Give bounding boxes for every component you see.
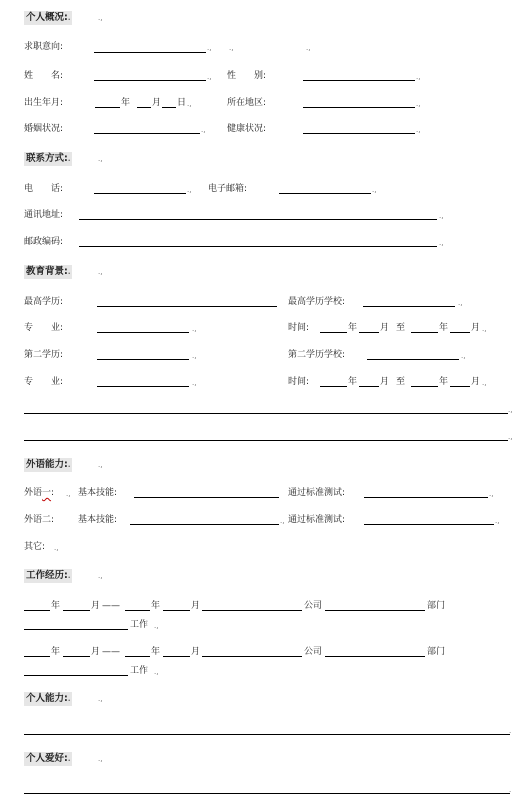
para-mark: ., bbox=[66, 490, 71, 498]
second-time-start-month-field[interactable] bbox=[359, 386, 379, 387]
education-extra-line[interactable] bbox=[24, 440, 508, 441]
second-school-label: 第二学历学校: bbox=[288, 350, 346, 360]
lang2-test-field[interactable] bbox=[364, 524, 494, 525]
postcode-field[interactable] bbox=[79, 246, 437, 247]
work2-end-month-field[interactable] bbox=[163, 656, 190, 657]
para-mark: ., bbox=[482, 325, 487, 333]
year-text: 年 bbox=[348, 323, 358, 333]
time-end-year-field[interactable] bbox=[411, 332, 438, 333]
company-text: 公司 bbox=[304, 601, 323, 611]
para-mark: ., bbox=[416, 73, 421, 81]
para-mark: . bbox=[509, 786, 512, 794]
month-text: 月 bbox=[471, 377, 481, 387]
year-text: 年 bbox=[348, 377, 358, 387]
month-text: 月 bbox=[91, 647, 101, 657]
section-heading-work: 工作经历:. bbox=[26, 570, 71, 581]
time-end-month-field[interactable] bbox=[450, 332, 470, 333]
location-field[interactable] bbox=[303, 107, 415, 108]
year-text: 年 bbox=[151, 647, 161, 657]
second-time-label: 时间: bbox=[288, 377, 310, 387]
para-mark: ., bbox=[482, 379, 487, 387]
para-mark: ., bbox=[192, 379, 197, 387]
second-time-start-year-field[interactable] bbox=[320, 386, 347, 387]
objective-label: 求职意向: bbox=[24, 42, 64, 52]
para-mark: ., bbox=[416, 100, 421, 108]
birth-day-field[interactable] bbox=[162, 107, 176, 108]
hobby-field[interactable] bbox=[24, 793, 510, 794]
lang1-label: 外语一: bbox=[24, 488, 55, 498]
major-label: 专 业: bbox=[24, 323, 64, 333]
health-label: 健康状况: bbox=[227, 124, 267, 134]
work1-company-field[interactable] bbox=[202, 610, 302, 611]
section-heading-personal: 个人概况:. bbox=[26, 12, 71, 23]
work2-start-year-field[interactable] bbox=[24, 656, 50, 657]
phone-label: 电 话: bbox=[24, 184, 64, 194]
address-field[interactable] bbox=[79, 219, 437, 220]
objective-field[interactable] bbox=[94, 52, 206, 53]
month-text: 月 bbox=[152, 98, 162, 108]
para-mark: ., bbox=[439, 239, 444, 247]
para-mark: ., bbox=[508, 406, 513, 414]
second-school-field[interactable] bbox=[367, 359, 459, 360]
para-mark: ., bbox=[207, 73, 212, 81]
section-heading-education: 教育背景:. bbox=[26, 266, 71, 277]
degree-field[interactable] bbox=[97, 306, 277, 307]
para-mark: . bbox=[509, 727, 512, 735]
work2-start-month-field[interactable] bbox=[63, 656, 90, 657]
work1-end-month-field[interactable] bbox=[163, 610, 190, 611]
time-start-year-field[interactable] bbox=[320, 332, 347, 333]
lang2-test-label: 通过标准测试: bbox=[288, 515, 346, 525]
second-time-end-month-field[interactable] bbox=[450, 386, 470, 387]
work1-start-year-field[interactable] bbox=[24, 610, 50, 611]
year-text: 年 bbox=[151, 601, 161, 611]
work1-job-field[interactable] bbox=[24, 629, 128, 630]
other-label: 其它: bbox=[24, 542, 46, 552]
para-mark: ., bbox=[192, 325, 197, 333]
month-text: 月 bbox=[91, 601, 101, 611]
lang2-skill-field[interactable] bbox=[130, 524, 279, 525]
para-mark: ., bbox=[489, 490, 494, 498]
time-start-month-field[interactable] bbox=[359, 332, 379, 333]
to-text: 至 bbox=[396, 323, 406, 333]
work2-job-field[interactable] bbox=[24, 675, 128, 676]
para-mark: ., bbox=[306, 44, 311, 52]
para-mark: ., bbox=[201, 126, 206, 134]
birth-month-field[interactable] bbox=[137, 107, 151, 108]
work2-end-year-field[interactable] bbox=[125, 656, 150, 657]
month-text: 月 bbox=[191, 601, 201, 611]
para-mark: ., bbox=[372, 186, 377, 194]
year-text: 年 bbox=[51, 601, 61, 611]
postcode-label: 邮政编码: bbox=[24, 237, 64, 247]
name-field[interactable] bbox=[94, 80, 206, 81]
lang1-skill-field[interactable] bbox=[134, 497, 279, 498]
month-text: 月 bbox=[471, 323, 481, 333]
email-label: 电子邮箱: bbox=[208, 184, 248, 194]
para-mark: ., bbox=[508, 433, 513, 441]
address-label: 通讯地址: bbox=[24, 210, 64, 220]
work1-end-year-field[interactable] bbox=[125, 610, 150, 611]
lang1-skill-label: 基本技能: bbox=[78, 488, 118, 498]
marital-label: 婚姻状况: bbox=[24, 124, 64, 134]
lang1-test-field[interactable] bbox=[364, 497, 488, 498]
para-mark: ., bbox=[495, 517, 500, 525]
month-text: 月 bbox=[380, 377, 390, 387]
para-mark: ., bbox=[98, 268, 103, 276]
para-mark: ., bbox=[187, 100, 192, 108]
job-text: 工作 bbox=[130, 666, 149, 676]
time-label: 时间: bbox=[288, 323, 310, 333]
section-heading-ability: 个人能力:. bbox=[26, 693, 71, 704]
education-extra-line[interactable] bbox=[24, 413, 508, 414]
lang1-test-label: 通过标准测试: bbox=[288, 488, 346, 498]
section-heading-hobby: 个人爱好:. bbox=[26, 753, 71, 764]
location-label: 所在地区: bbox=[227, 98, 267, 108]
para-mark: ., bbox=[98, 155, 103, 163]
para-mark: ., bbox=[98, 695, 103, 703]
para-mark: ., bbox=[461, 352, 466, 360]
second-major-field[interactable] bbox=[97, 386, 189, 387]
gender-field[interactable] bbox=[303, 80, 415, 81]
para-mark: ., bbox=[98, 755, 103, 763]
year-text: 年 bbox=[439, 377, 449, 387]
month-text: 月 bbox=[191, 647, 201, 657]
dept-text: 部门 bbox=[427, 601, 446, 611]
para-mark: ., bbox=[98, 572, 103, 580]
para-mark: ., bbox=[192, 352, 197, 360]
dept-text: 部门 bbox=[427, 647, 446, 657]
para-mark: ., bbox=[187, 186, 192, 194]
lang2-label: 外语二: bbox=[24, 515, 55, 525]
major-field[interactable] bbox=[97, 332, 189, 333]
para-mark: ., bbox=[458, 299, 463, 307]
marital-field[interactable] bbox=[94, 133, 200, 134]
para-mark: ., bbox=[154, 622, 159, 630]
degree-label: 最高学历: bbox=[24, 297, 64, 307]
second-degree-field[interactable] bbox=[97, 359, 189, 360]
gender-label: 性 别: bbox=[227, 71, 267, 81]
section-heading-contact: 联系方式:. bbox=[26, 153, 71, 164]
health-field[interactable] bbox=[303, 133, 415, 134]
dash-text: —— bbox=[102, 647, 120, 657]
phone-field[interactable] bbox=[94, 193, 186, 194]
company-text: 公司 bbox=[304, 647, 323, 657]
school-label: 最高学历学校: bbox=[288, 297, 346, 307]
para-mark: ., bbox=[207, 44, 212, 52]
work1-dept-field[interactable] bbox=[325, 610, 425, 611]
work1-start-month-field[interactable] bbox=[63, 610, 90, 611]
year-text: 年 bbox=[121, 98, 131, 108]
para-mark: ., bbox=[98, 14, 103, 22]
email-field[interactable] bbox=[279, 193, 371, 194]
para-mark: ., bbox=[154, 668, 159, 676]
to-text: 至 bbox=[396, 377, 406, 387]
lang2-skill-label: 基本技能: bbox=[78, 515, 118, 525]
dash-text: —— bbox=[102, 601, 120, 611]
birth-year-field[interactable] bbox=[95, 107, 120, 108]
second-time-end-year-field[interactable] bbox=[411, 386, 438, 387]
para-mark: ., bbox=[416, 126, 421, 134]
school-field[interactable] bbox=[363, 306, 455, 307]
para-mark: ., bbox=[280, 517, 285, 525]
para-mark: ., bbox=[54, 544, 59, 552]
para-mark: ., bbox=[229, 44, 234, 52]
second-degree-label: 第二学历: bbox=[24, 350, 64, 360]
para-mark: ., bbox=[98, 461, 103, 469]
month-text: 月 bbox=[380, 323, 390, 333]
year-text: 年 bbox=[439, 323, 449, 333]
name-label: 姓 名: bbox=[24, 71, 64, 81]
work2-dept-field[interactable] bbox=[325, 656, 425, 657]
year-text: 年 bbox=[51, 647, 61, 657]
second-major-label: 专 业: bbox=[24, 377, 64, 387]
day-text: 日 bbox=[177, 98, 187, 108]
job-text: 工作 bbox=[130, 620, 149, 630]
work2-company-field[interactable] bbox=[202, 656, 302, 657]
para-mark: ., bbox=[439, 212, 444, 220]
ability-field[interactable] bbox=[24, 734, 510, 735]
birth-label: 出生年月: bbox=[24, 98, 64, 108]
section-heading-language: 外语能力:. bbox=[26, 459, 71, 470]
